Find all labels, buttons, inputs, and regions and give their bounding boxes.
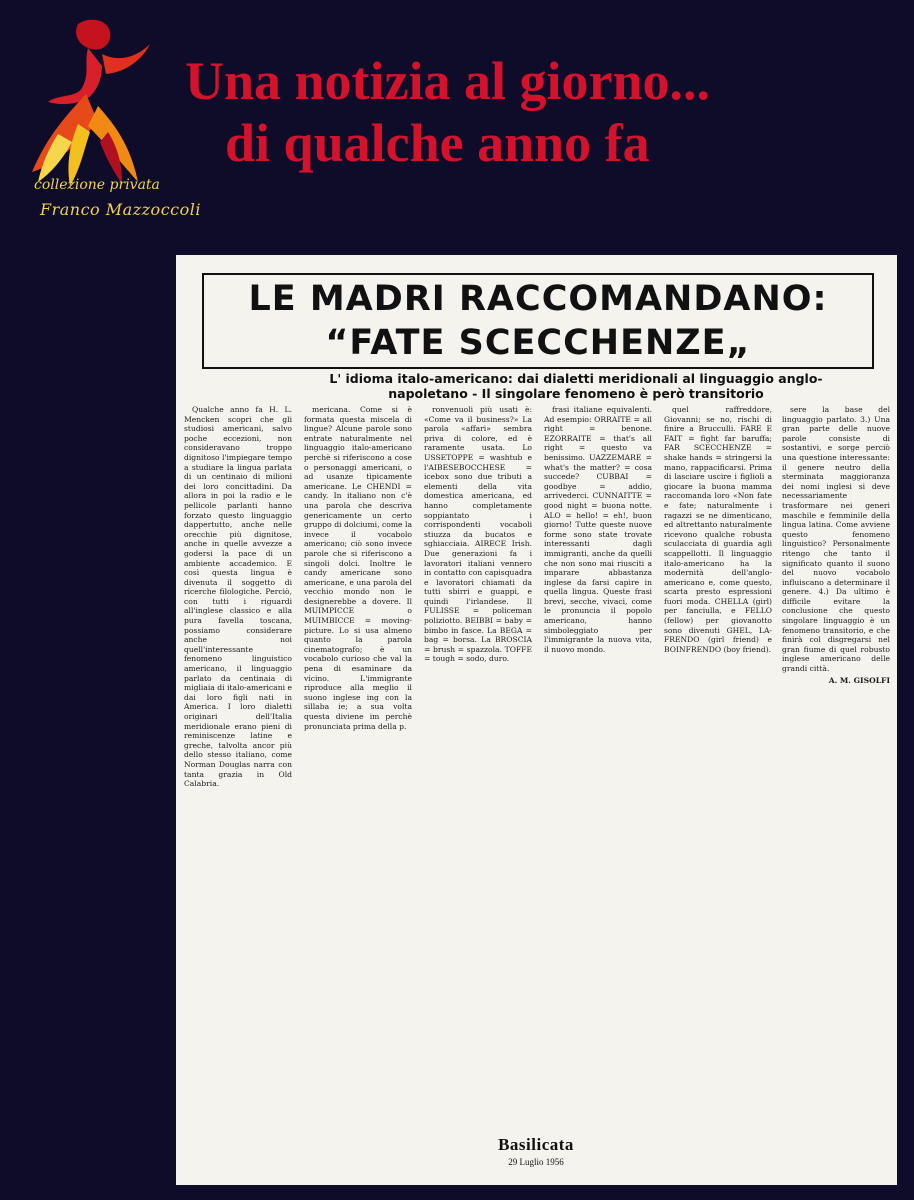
article-title-box — [202, 273, 874, 369]
article-column — [664, 405, 772, 1145]
article-column — [424, 405, 532, 1145]
column-text: Qualche anno fa H. L. Mencken scopri che gli studiosi americani, salvo poche eccezioni, non consideravano troppo dignitoso l'impiegare tempo a studiare la lingua parlata di un centinaio di milioni dei loro concittadini. Da allora in poi la radio e le pellicole parlanti hanno forzato questo linguaggio dappertutto, anche nelle orecchie più dignitose, anche in quelle avvezze a godersi la pace di un ambiente accademico. E così questa lingua è divenuta il soggetto di ricerche filologiche. Perciò, con tutti i riguardi all'inglese classico e alla pura favella toscana, possiamo considerare anche noi quell'interessante fenomeno linguistico americano, il linguaggio parlato da centinaia di migliaia di italo-americani e dai loro figli nati in America. I loro dialetti originari dell'Italia meridionale erano pieni di reminiscenze latine e greche, talvolta ancor più dello stesso italiano, come Norman Douglas narra con tanta grazia in Old Calabria. — [184, 405, 292, 789]
column-text: sere la base del linguaggio parlato. 3.) Una gran parte delle nuove parole consiste di sostantivi, e sorge perciò una questione interessante: il genere neutro della sterminata maggioranza dei nomi inglesi si deve necessariamente trasformare nei generi maschile e femminile della lingua latina. Come avviene questo fenomeno linguistico? Personalmente ritengo che tanto il significato quanto il suono del nuovo vocabolo influiscano a determinare il genere. 4.) Da ultimo è difficile evitare la conclusione che questo singolare linguaggio è un fenomeno transitorio, e che finirà col disgregarsi nel gran fiume di quel robusto inglese americano delle grandi città. — [782, 405, 890, 674]
article-column — [184, 405, 292, 1145]
article-title-line-1: LE MADRI RACCOMANDANO: — [248, 279, 828, 319]
column-text: quel raffreddore, Giovanni; se no, rischi di finire a Brucculli. FARE E FAIT = fight far baruffa; FAR SCECCHENZE = shake hands = stringersi la mano, rappacificarsi. Prima di lasciare uscire i figlioli a giocare la buona mamma raccomanda loro «Non fate e fate; naturalmente i ragazzi se ne dimenticano, ed altrettanto naturalmente ricevono qualche robusta sculacciata di guardia agli scappellotti. Il linguaggio italo-americano ha la modernità dell'anglo-americano e, come questo, scarta presto espressioni fuori moda. CHELLA (girl) per fanciulla, e FELLO (fellow) per giovanotto sono divenuti GHEL, LA-FRENDO (girl friend) e BOINFRENDO (boy friend). — [664, 405, 772, 654]
column-text: ronvenuoli più usati è: «Come va il business?» La parola «affari» sembra priva di colore, ed è raramente usata. Lo USSETOPPE = washtub e l'AIBESEBOCCHESE = icebox sono due tributi a elementi della vita domestica americana, ed hanno completamente soppiantato i corrispondenti vocaboli stiuzza da bucatos e sghiacciaia. AIRECE Irish. Due generazioni fa i lavoratori italiani vennero in contatto con capisquadra e lavoratori chiamati da tutti sbirri e guappi, e quindi l'irlandese. Il FULISSE = policeman poliziotto. BEIBBI = baby = bimbo in fasce. La BEGA = bag = borsa. La BROSCIA = brush = spazzola. TOFFE = tough = sodo, duro. — [424, 405, 532, 664]
page-headline — [185, 50, 885, 174]
newspaper-name: Basilicata — [498, 1135, 574, 1154]
article-column — [544, 405, 652, 1145]
collection-label: collezione privata — [34, 177, 160, 193]
headline-line-2: di qualche anno fa — [225, 113, 650, 173]
column-text: frasi italiane equivalenti. Ad esempio: ORRAITE = all right = benone. EZORRAITE = that's all right = questo va benissimo. UAZZEMARE = what's the matter? = cosa succede? CUBBAI = goodbye = addio, arrivederci. CUNNAITTE = good night = buona notte. ALO = hello! = eh!, buon giorno! Tutte queste nuove forme sono state trovate interessanti dagli immigranti, anche da quelli che non sono mai riusciti a imparare abbastanza inglese da farsi capire in quella lingua. Queste frasi brevi, secche, vivaci, come le pronuncia il popolo americano, hanno simboleggiato per l'immigrante la nuova vita, il nuovo mondo. — [544, 405, 652, 654]
article-author: A. M. GISOLFI — [828, 675, 890, 685]
column-text: mericana. Come si è formata questa miscela di lingue? Alcune parole sono entrate naturalmente nel linguaggio italo-americano perchè si riferiscono a cose o personaggi americani, o ad usanze tipicamente americane. Le CHENDI = candy. In italiano non c'è una parola che descriva genericamente un certo gruppo di dolciumi, come la invece il vocabolo americano; ciò sono invece parole che si riferiscono a singoli dolci. Inoltre le candy americane sono americane, e una parola del vecchio mondo non le designerebbe a dovere. Il MUIMPICCE o MUIMBICCE = moving-picture. Lo si usa almeno quanto la parola cinematografo; è un vocabolo curioso che val la pena di esaminare da vicino. L'immigrante riproduce alla meglio il suono inglese ing con la sillaba ie; a sua volta questa diviene im perchè pronunciata prima della p. — [304, 405, 412, 731]
article-title — [204, 275, 872, 365]
collector-signature: Franco Mazzoccoli — [40, 200, 201, 219]
article-column — [304, 405, 412, 1145]
dancer-logo — [18, 14, 168, 194]
newspaper-date: 29 Luglio 1956 — [508, 1157, 564, 1167]
article-title-line-2: “FATE SCECCHENZE„ — [325, 323, 751, 363]
article-subtitle: L' idioma italo-americano: dai dialetti meridionali al linguaggio anglo-napoletano - Il singolare fenomeno è però transitorio — [329, 371, 823, 401]
article-body — [184, 405, 890, 1145]
newspaper-clipping — [176, 255, 897, 1185]
article-column — [782, 405, 890, 1145]
headline-line-1: Una notizia al giorno... — [185, 51, 711, 111]
